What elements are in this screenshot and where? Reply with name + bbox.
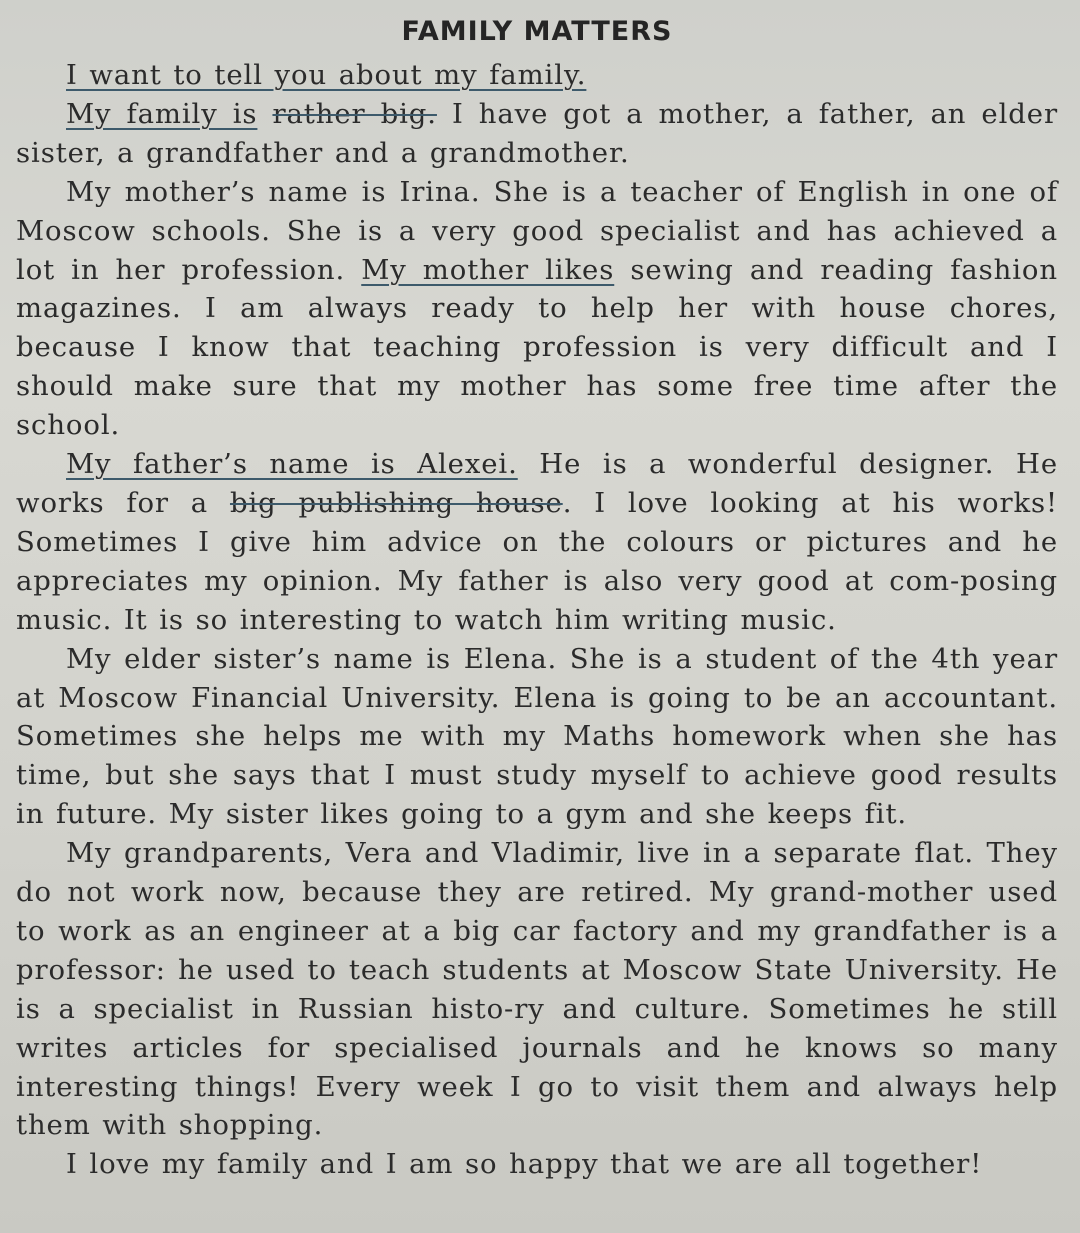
paragraph-conclusion	[16, 1145, 1058, 1184]
intro-sentence: I want to tell you about my family.	[66, 59, 587, 91]
paragraph-sister	[16, 640, 1058, 835]
page-title: FAMILY MATTERS	[401, 16, 673, 47]
paragraph-father	[16, 445, 1058, 640]
text-run: He is a wonderful designer. He works for a	[16, 448, 1059, 519]
text-run: I love my family and I am so happy that we are all together!	[66, 1148, 983, 1181]
underlined-phrase: My mother likes	[361, 253, 615, 286]
text-run: I have got a mother, a father, an elder sister, a grandfather and a grandmother.	[16, 97, 1059, 169]
paragraph-intro	[16, 56, 1058, 95]
paragraph-grandparents	[16, 834, 1058, 1145]
text-run: My mother’s name is Irina. She is a teacher of English in one of Moscow schools. She is a very good specialist and has achieved a lot in her profession.	[16, 175, 1058, 286]
text-run: . I love looking at his works! Sometimes I give him advice on the colours or pictures and he appreciates my opinion. My father is also very good at com-posing music. It is so interesting to watch him writing music.	[16, 486, 1059, 636]
text-run: My elder sister’s name is Elena. She is a student of the 4th year at Moscow Financial University. Elena is going to be an accountant. Sometimes she helps me with my Maths homework when she has time, but she says that I must study myself to achieve good results in future. My sister likes going to a gym and she keeps fit.	[16, 642, 1058, 831]
struck-phrase: big publishing house	[229, 486, 563, 519]
text-run	[257, 98, 272, 130]
underlined-phrase: My father’s name is Alexei.	[66, 448, 518, 481]
text-run: My grandparents, Vera and Vladimir, live in a separate flat. They do not work now, because they are retired. My grand-mother used to work as an engineer at a big car factory and my grandfather is a professor: he used to teach students at Moscow State University. He is a specialist in Russian histo-ry and culture. Sometimes he still writes articles for specialised journals and he knows so many interesting things! Every week I go to visit them and always help them with shopping.	[16, 837, 1058, 1142]
paragraph-family-size	[16, 95, 1058, 173]
paragraph-mother	[16, 173, 1058, 445]
struck-phrase: rather big.	[272, 97, 437, 130]
underlined-phrase: My family is	[66, 97, 258, 130]
text-run: sewing and reading fashion magazines. I am always ready to help her with house chores, because I know that teaching profession is very difficult and I should make sure that my mother has some free time after the school.	[16, 253, 1058, 442]
